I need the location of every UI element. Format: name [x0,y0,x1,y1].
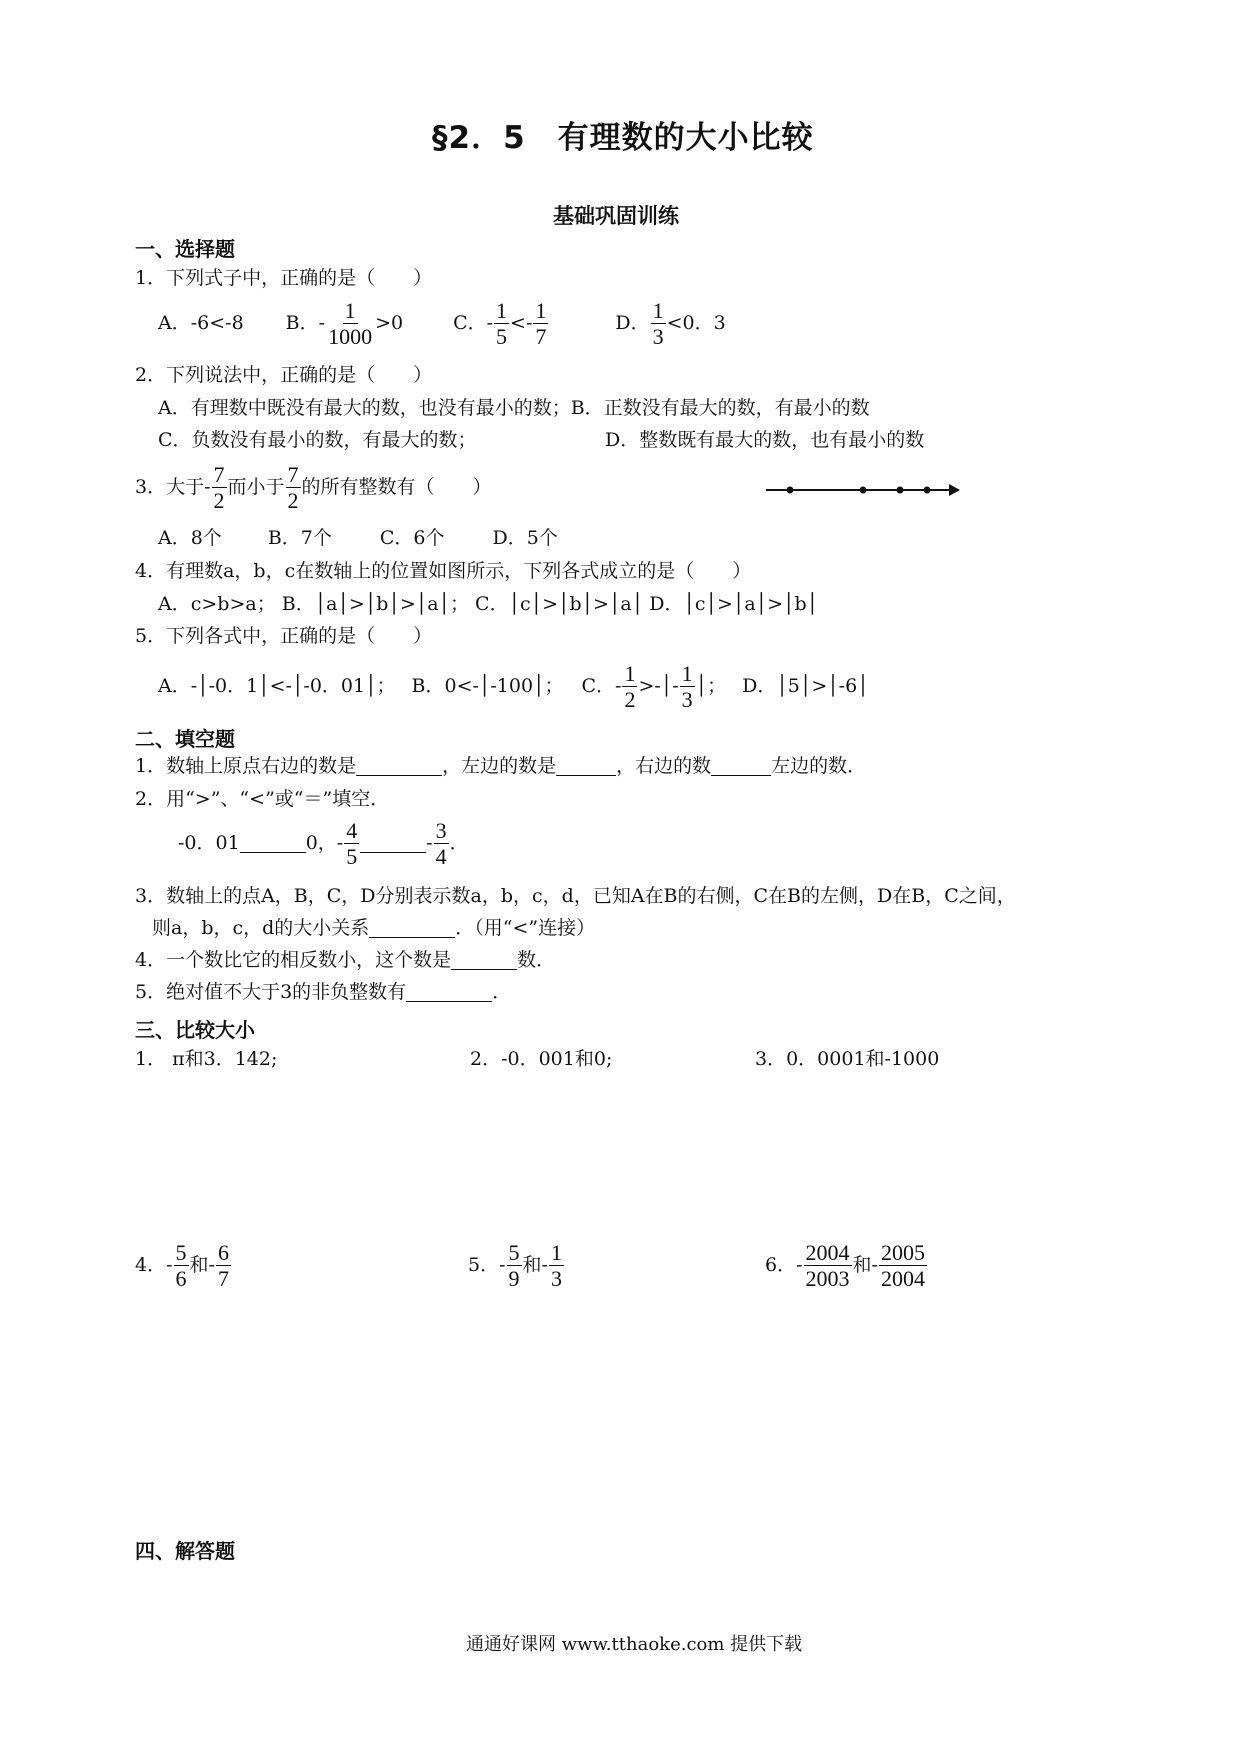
fill-q5-blank[interactable] [406,983,492,1002]
compare-item-6-middle: 和- [852,1254,878,1277]
q4-stem: 4．有理数a，b，c在数轴上的位置如图所示，下列各式成立的是（ ） [135,560,752,582]
compare-item-1: 1． π和3．142; [135,1048,278,1070]
point-0 [897,487,904,494]
compare-item-6-fraction-2: $\frac{2005}{2004}$ [880,1240,925,1292]
compare-item-3: 3．0．0001和-1000 [755,1048,940,1070]
q1-option-d-prefix: D． [615,312,650,335]
fill-q2-blank-1[interactable] [240,834,306,853]
fill-q1-text-3: ，右边的数 [616,755,712,777]
q1-option-c-prefix: C．- [453,312,494,335]
q1-option-c-fraction-2: $\frac{1}{7}$ [535,298,547,350]
fill-q3-text-1: 则a，b，c，d的大小关系 [152,917,370,939]
q5-stem: 5．下列各式中，正确的是（ ） [135,625,433,647]
q5-options [158,661,869,713]
q1-option-b-fraction: $\frac{1}{1000}$ [328,298,373,350]
q1-option-d-fraction: $\frac{1}{3}$ [652,298,664,350]
section-heading-choice: 一、选择题 [135,237,235,261]
fill-q1-blank-3[interactable] [711,757,771,776]
fill-q3-line2 [152,919,595,938]
fill-q1-text-2: ，左边的数是 [442,755,557,777]
q1-option-b-suffix: >0 [375,312,404,335]
compare-item-6-prefix: 6．- [765,1254,803,1277]
fill-q5-text-1: 5．绝对值不大于3的非负整数有 [135,981,407,1003]
compare-item-5 [468,1240,565,1292]
q4-options: A．c>b>a； B．│a│>│b│>│a│； C．│c│>│b│>│a│ D．│c│>│a│>│b│ [158,593,819,615]
q5-option-c-suffix: │； [695,675,727,698]
compare-item-4-prefix: 4．- [135,1254,173,1277]
compare-item-2: 2．-0．001和0; [470,1048,613,1070]
q3-option-b: B．7个 [267,527,332,549]
q1-option-c-fraction-1: $\frac{1}{5}$ [496,298,508,350]
fill-q1-blank-2[interactable] [556,757,616,776]
fill-q3-line1: 3．数轴上的点A，B，C，D分别表示数a，b，c，d，已知A在B的右侧，C在B的左侧，D在B，C之间， [135,885,1016,907]
q1-stem: 1．下列式子中，正确的是（ ） [135,267,433,289]
q3-option-c: C．6个 [379,527,445,549]
compare-item-4 [135,1240,232,1292]
fill-q2-text-3: - [426,832,433,855]
fill-q1-text-1: 1．数轴上原点右边的数是 [135,755,357,777]
fill-q4 [135,951,555,970]
q2-option-d: D．整数既有最大的数，也有最小的数 [605,429,925,451]
q3-options [158,529,558,548]
fill-q1-blank-1[interactable] [356,757,442,776]
compare-item-5-fraction-1: $\frac{5}{9}$ [508,1240,520,1292]
fill-q1 [135,757,866,776]
compare-item-5-middle: 和- [522,1254,548,1277]
fill-q2-stem: 2．用“>”、“<”或“＝”填空． [135,788,390,810]
page-subtitle: 基础巩固训练 [553,204,679,228]
q5-option-c-fraction-1: $\frac{1}{2}$ [624,661,636,713]
fill-q3-blank[interactable] [369,919,455,938]
q2-options-line1: A．有理数中既没有最大的数，也没有最小的数；B．正数没有最大的数，有最小的数 [158,397,870,419]
page-title: §2．5 有理数的大小比较 [432,120,814,156]
q3-option-d: D．5个 [492,527,558,549]
section-heading-compare: 三、比较大小 [135,1018,255,1042]
fill-q4-text-1: 4．一个数比它的相反数小，这个数是 [135,949,452,971]
q5-option-c-fraction-2: $\frac{1}{3}$ [681,661,693,713]
q3-middle: 而小于 [227,476,285,499]
q5-option-a: A．-│-0．1│<-│-0．01│； [158,675,396,698]
fill-q2-fraction-2: $\frac{3}{4}$ [435,818,447,870]
fill-q2-blank-2[interactable] [360,834,426,853]
fill-q2-text-1: -0．01 [178,832,240,855]
compare-item-5-prefix: 5．- [468,1254,506,1277]
compare-item-4-fraction-2: $\frac{6}{7}$ [217,1240,229,1292]
q3-stem [135,462,492,514]
fill-q2-text-4: ． [449,832,469,855]
q5-option-c-middle: >-│- [638,675,679,698]
q2-option-c: C．负数没有最小的数，有最大的数； [158,429,477,451]
q3-suffix: 的所有整数有（ ） [301,476,492,499]
number-line-figure [760,478,970,518]
q2-stem: 2．下列说法中，正确的是（ ） [135,364,433,386]
fill-q2-text-2: 0，- [305,832,344,855]
point-b [860,487,867,494]
q1-option-b-prefix: B．- [285,312,326,335]
compare-item-6-fraction-1: $\frac{2004}{2003}$ [805,1240,850,1292]
fill-q1-text-4: 左边的数． [771,755,867,777]
page-footer: 通通好课网 www.tthaoke.com 提供下载 [466,1634,803,1655]
number-line-arrow [949,484,960,496]
q1-option-c-middle: <- [510,312,533,335]
q3-option-a: A．8个 [158,527,222,549]
q3-fraction-1: $\frac{7}{2}$ [213,462,225,514]
compare-item-5-fraction-2: $\frac{1}{3}$ [550,1240,562,1292]
point-c [787,487,794,494]
compare-item-4-fraction-1: $\frac{5}{6}$ [175,1240,187,1292]
q1-option-d-suffix: <0．3 [666,312,726,335]
point-a [924,487,931,494]
compare-item-4-middle: 和- [189,1254,215,1277]
section-heading-fill: 二、填空题 [135,727,235,751]
fill-q3-text-2: ．（用“<”连接） [455,917,596,939]
fill-q5-text-2: ． [492,981,512,1003]
q1-option-a: A．-6<-8 [158,312,244,335]
section-heading-solve: 四、解答题 [135,1539,235,1563]
q3-prefix: 3．大于- [135,476,211,499]
fill-q4-blank[interactable] [451,951,517,970]
q5-option-d: D．│5│>│-6│ [742,675,869,698]
q5-option-c-prefix: C．- [581,675,622,698]
fill-q5 [135,983,511,1002]
q1-options [158,298,726,350]
fill-q2-expression [178,818,469,870]
fill-q4-text-2: 数． [517,949,556,971]
q3-fraction-2: $\frac{7}{2}$ [287,462,299,514]
fill-q2-fraction-1: $\frac{4}{5}$ [346,818,358,870]
q5-option-b: B．0<-│-100│； [411,675,564,698]
compare-item-6 [765,1240,928,1292]
